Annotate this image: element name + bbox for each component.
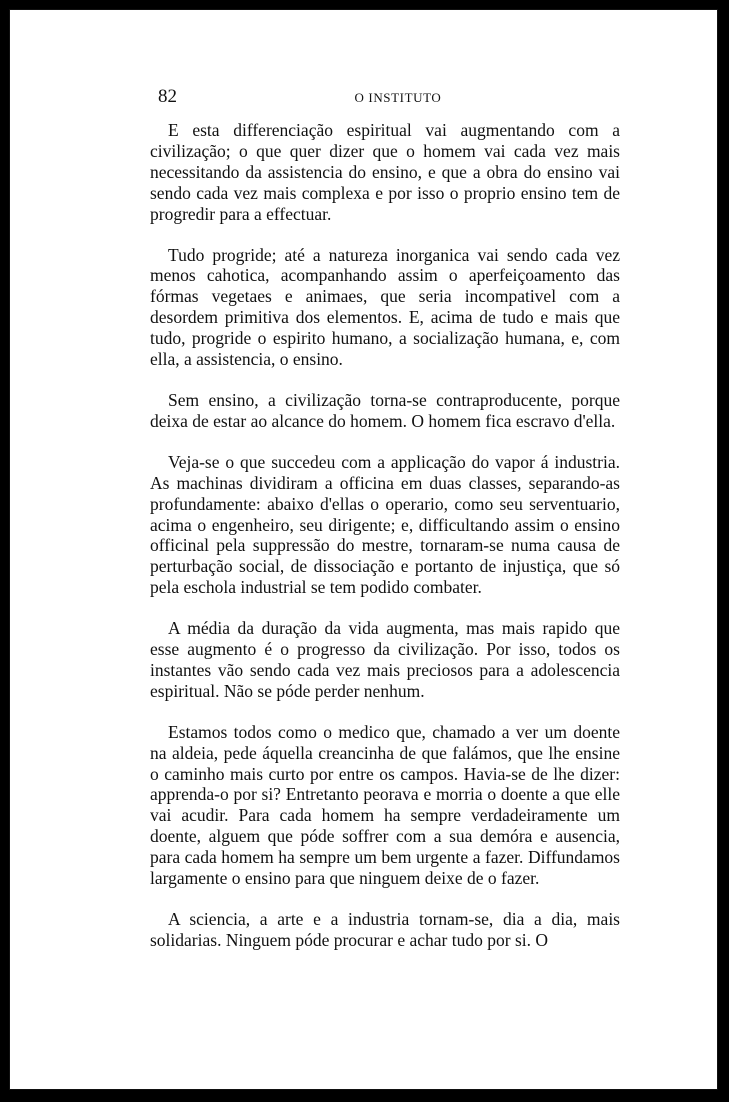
paragraph: E esta differenciação espiritual vai augmentando com a civilização; o que quer dizer que o homem vai cada vez mais necessitando da assistencia do ensino, e que a obra do ensino vai sendo cada vez mais complexa e por isso o proprio ensino tem de progredir para a effectuar.: [150, 120, 620, 224]
paragraph: A sciencia, a arte e a industria tornam-se, dia a dia, mais solidarias. Ninguem póde procurar e achar tudo por si. O: [150, 909, 620, 950]
paragraph: A média da duração da vida augmenta, mas mais rapido que esse augmento é o progresso da civilização. Por isso, todos os instantes vão sendo cada vez mais preciosos para a adolescencia espiritual. Não se póde perder nenhum.: [150, 618, 620, 701]
paragraph: Tudo progride; até a natureza inorganica vai sendo cada vez menos cahotica, acompanhando assim o aperfeiçoamento das fórmas vegetaes e animaes, que seria incompativel com a desordem primitiva dos elementos. E, acima de tudo e mais que tudo, progride o espirito humano, a socialização humana, e, com ella, a assistencia, o ensino.: [150, 244, 620, 370]
paragraph: Estamos todos como o medico que, chamado a ver um doente na aldeia, pede áquella creancinha de que falámos, que lhe ensine o caminho mais curto por entre os campos. Havia-se de lhe dizer: apprenda-o por si? Entretanto peorava e morria o doente a que elle vai acudir. Para cada homem ha sempre verdadeiramente um doente, alguem que póde soffrer com a sua demóra e ausencia, para cada homem ha sempre um bem urgente a fazer. Diffundamos largamente o ensino para que ninguem deixe de o fazer.: [150, 721, 620, 889]
paragraph: Sem ensino, a civilização torna-se contraproducente, porque deixa de estar ao alcance do homem. O homem fica escravo d'ella.: [150, 389, 620, 431]
running-title: O INSTITUTO: [354, 90, 442, 105]
paragraph: Veja-se o que succedeu com a applicação do vapor á industria. As machinas dividiram a officina em duas classes, separando-as profundamente: abaixo d'ellas o operario, como seu serventuario, acima o engenheiro, seu dirigente; e, difficultando assim o ensino officinal pela suppressão do mestre, tornaram-se numa causa de perturbação social, de dissociação e portanto de injustiça, que só pela eschola industrial se tem podido combater.: [150, 451, 620, 598]
page-number: 82: [158, 86, 177, 107]
page-header: [158, 86, 628, 112]
body-text: [150, 120, 620, 951]
